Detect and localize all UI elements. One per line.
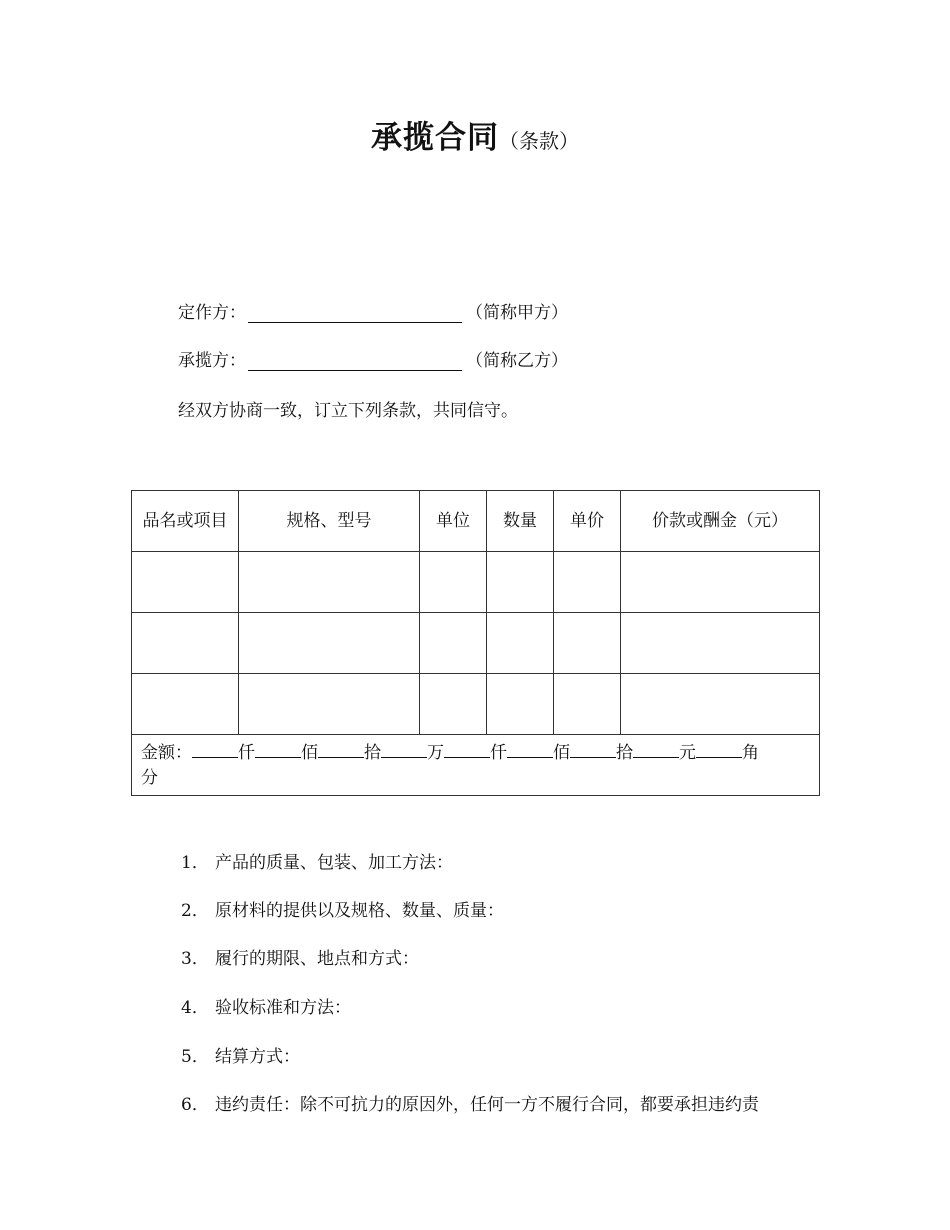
party-a-label: 定作方： <box>178 303 246 323</box>
table-cell[interactable] <box>621 552 820 613</box>
title-sub: （条款） <box>499 129 579 153</box>
amount-unit: 仟 <box>490 742 507 763</box>
amount-unit-last: 分 <box>141 767 158 788</box>
col-header-payment: 价款或酬金（元） <box>621 491 820 552</box>
table-cell[interactable] <box>621 613 820 674</box>
table-cell[interactable] <box>239 552 420 613</box>
col-header-unit: 单位 <box>420 491 487 552</box>
amount-cell <box>132 735 820 796</box>
clause-5 <box>181 1042 300 1067</box>
clause-number: 1． <box>181 853 209 873</box>
table-cell[interactable] <box>239 613 420 674</box>
amount-blank[interactable] <box>570 740 616 758</box>
table-cell[interactable] <box>420 552 487 613</box>
clause-number: 2． <box>181 901 209 921</box>
amount-blank[interactable] <box>696 740 742 758</box>
party-a-suffix: （简称甲方） <box>466 303 568 323</box>
table-cell[interactable] <box>132 552 239 613</box>
clause-1 <box>181 848 453 873</box>
table-cell[interactable] <box>487 613 554 674</box>
party-a-line <box>178 298 568 323</box>
amount-blank[interactable] <box>255 740 301 758</box>
party-a-blank[interactable] <box>248 302 462 323</box>
table-row <box>132 674 820 735</box>
clause-3 <box>181 944 419 969</box>
clause-number: 6． <box>181 1095 209 1115</box>
clause-text: 产品的质量、包装、加工方法： <box>215 853 453 873</box>
table-cell[interactable] <box>621 674 820 735</box>
clause-number: 3． <box>181 949 209 969</box>
party-b-blank[interactable] <box>248 350 462 371</box>
col-header-unit-price: 单价 <box>554 491 621 552</box>
clause-text: 结算方式： <box>215 1047 300 1067</box>
amount-unit: 拾 <box>616 742 633 763</box>
amount-blank[interactable] <box>381 740 427 758</box>
table-cell[interactable] <box>487 552 554 613</box>
amount-unit: 仟 <box>238 742 255 763</box>
clause-4 <box>181 993 351 1018</box>
party-b-line <box>178 346 568 371</box>
amount-unit: 拾 <box>364 742 381 763</box>
col-header-quantity: 数量 <box>487 491 554 552</box>
clause-text: 履行的期限、地点和方式： <box>215 949 419 969</box>
amount-blank[interactable] <box>444 740 490 758</box>
amount-blank[interactable] <box>192 740 238 758</box>
clause-6 <box>181 1090 759 1115</box>
table-cell[interactable] <box>420 613 487 674</box>
col-header-item-name: 品名或项目 <box>132 491 239 552</box>
party-b-label: 承揽方： <box>178 351 246 371</box>
amount-unit: 角 <box>742 742 759 763</box>
table-cell[interactable] <box>420 674 487 735</box>
party-b-suffix: （简称乙方） <box>466 351 568 371</box>
amount-row <box>132 735 820 796</box>
col-header-spec-model: 规格、型号 <box>239 491 420 552</box>
table-cell[interactable] <box>132 674 239 735</box>
amount-blank[interactable] <box>507 740 553 758</box>
table-cell[interactable] <box>132 613 239 674</box>
clause-text: 原材料的提供以及规格、数量、质量： <box>215 901 504 921</box>
table-row <box>132 613 820 674</box>
amount-unit: 万 <box>427 742 444 763</box>
table-cell[interactable] <box>239 674 420 735</box>
clause-text: 验收标准和方法： <box>215 998 351 1018</box>
table-cell[interactable] <box>554 552 621 613</box>
clause-text: 违约责任：除不可抗力的原因外，任何一方不履行合同，都要承担违约责 <box>215 1095 759 1115</box>
intro-text: 经双方协商一致，订立下列条款，共同信守。 <box>178 401 518 421</box>
items-table <box>131 490 820 796</box>
amount-label: 金额： <box>141 742 192 763</box>
table-row <box>132 552 820 613</box>
clause-2 <box>181 896 504 921</box>
amount-unit: 元 <box>679 742 696 763</box>
amount-blank[interactable] <box>318 740 364 758</box>
table-cell[interactable] <box>554 674 621 735</box>
clause-number: 4． <box>181 998 209 1018</box>
title-main: 承揽合同 <box>371 120 499 156</box>
table-cell[interactable] <box>554 613 621 674</box>
table-header-row <box>132 491 820 552</box>
clause-number: 5． <box>181 1047 209 1067</box>
document-title <box>0 112 950 157</box>
amount-unit: 佰 <box>553 742 570 763</box>
amount-blank[interactable] <box>633 740 679 758</box>
amount-unit: 佰 <box>301 742 318 763</box>
table-cell[interactable] <box>487 674 554 735</box>
